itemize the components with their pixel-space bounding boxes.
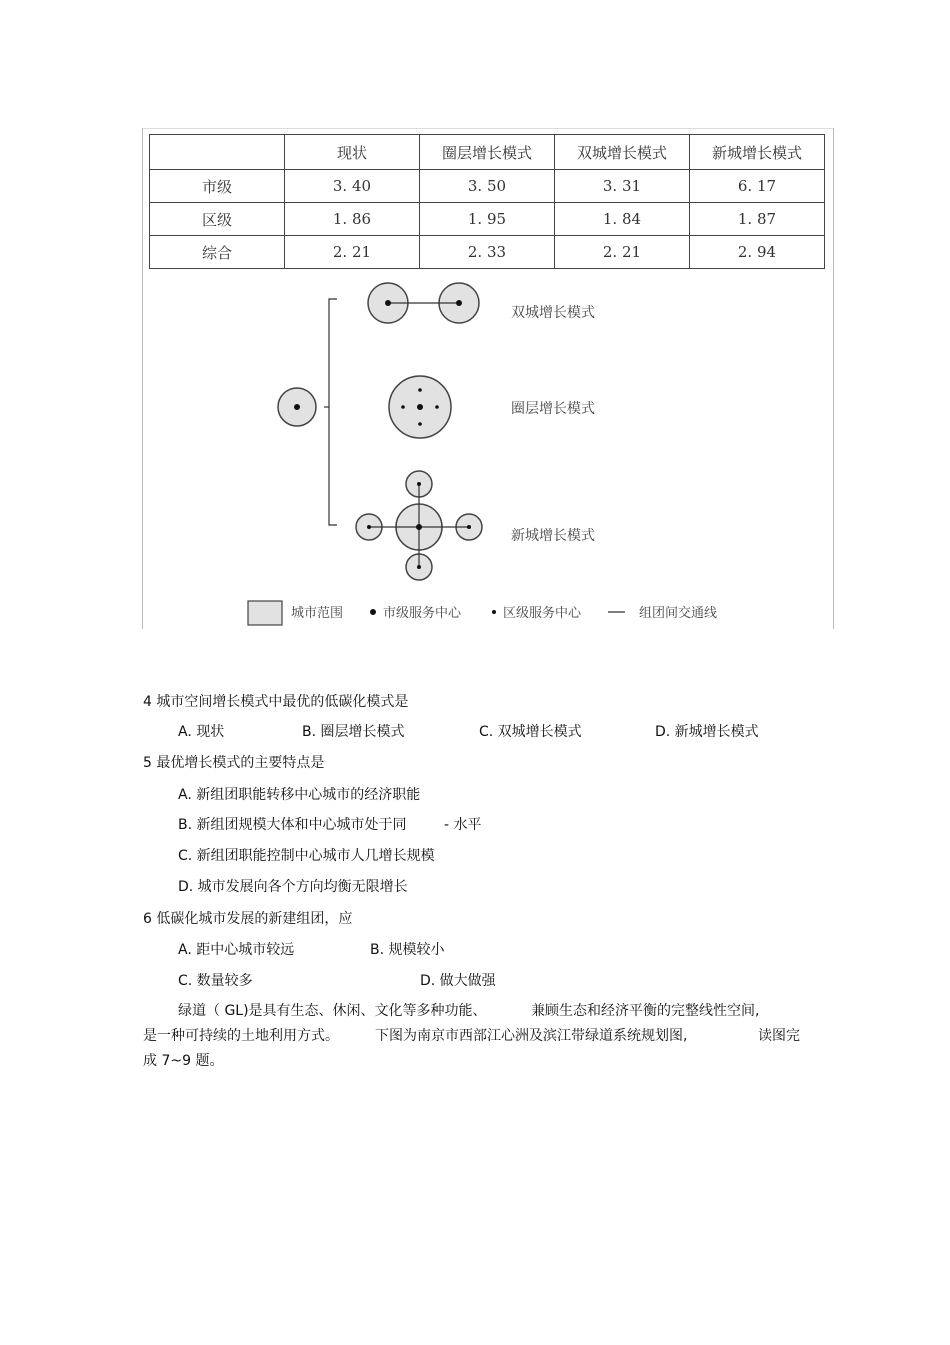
table-cell: 1. 87 (689, 203, 824, 236)
question-5-option-d: D. 城市发展向各个方向均衡无限增长 (178, 879, 408, 895)
header-cell: 圈层增长模式 (419, 135, 554, 170)
row-label: 综合 (150, 236, 285, 269)
table-header-row (150, 135, 825, 170)
table-cell: 3. 31 (554, 170, 689, 203)
table-cell: 3. 50 (419, 170, 554, 203)
growth-mode-diagram (143, 279, 833, 629)
row-label: 市级 (150, 170, 285, 203)
legend-city-range-swatch (248, 601, 282, 625)
table-cell: 1. 84 (554, 203, 689, 236)
dual-mode-label: 双城增长模式 (511, 305, 595, 321)
table-cell: 2. 21 (554, 236, 689, 269)
question-4-option-b: B. 圈层增长模式 (302, 724, 405, 740)
question-5-option-b-tail: - 水平 (444, 817, 482, 833)
district-center-dot (401, 405, 405, 409)
city-center-dot (416, 524, 422, 530)
figure (142, 128, 834, 629)
question-5-option-b: B. 新组团规模大体和中心城市处于同 (178, 817, 407, 833)
table-cell: 1. 86 (284, 203, 419, 236)
row-label: 区级 (150, 203, 285, 236)
district-center-dot (367, 525, 371, 529)
passage-line-3: 成 7~9 题。 (143, 1053, 224, 1069)
legend-city-center-dot (370, 609, 376, 615)
table-row (150, 203, 825, 236)
legend-city-center-label: 市级服务中心 (383, 606, 462, 621)
header-cell (150, 135, 285, 170)
passage-line-1a: 绿道（ GL)是具有生态、休闲、文化等多种功能、 (178, 1003, 487, 1019)
passage-line-2c: 读图完 (758, 1028, 800, 1044)
district-center-dot (418, 422, 422, 426)
question-6-option-b: B. 规模较小 (370, 942, 445, 958)
data-table (149, 134, 825, 269)
table-cell: 2. 33 (419, 236, 554, 269)
legend-district-center-dot (492, 610, 496, 614)
passage-line-2a: 是一种可持续的土地利用方式。 (143, 1028, 339, 1044)
header-cell: 新城增长模式 (689, 135, 824, 170)
passage-line-1b: 兼顾生态和经济平衡的完整线性空间, (531, 1003, 760, 1019)
table-cell: 2. 94 (689, 236, 824, 269)
legend-transit-label: 组团间交通线 (639, 606, 718, 621)
city-center-dot (294, 404, 300, 410)
district-center-dot (417, 482, 421, 486)
city-center-dot (385, 300, 391, 306)
question-5-option-c: C. 新组团职能控制中心城市人几增长规模 (178, 848, 435, 864)
district-center-dot (467, 525, 471, 529)
question-5-option-a: A. 新组团职能转移中心城市的经济职能 (178, 787, 421, 803)
header-cell: 现状 (284, 135, 419, 170)
city-center-dot (456, 300, 462, 306)
header-cell: 双城增长模式 (554, 135, 689, 170)
table-cell: 2. 21 (284, 236, 419, 269)
district-center-dot (418, 388, 422, 392)
table-row (150, 236, 825, 269)
table-cell: 6. 17 (689, 170, 824, 203)
legend-city-range-label: 城市范围 (291, 606, 344, 621)
question-4-option-c: C. 双城增长模式 (479, 724, 582, 740)
question-4-stem: 4 城市空间增长模式中最优的低碳化模式是 (143, 694, 409, 710)
question-6-option-c: C. 数量较多 (178, 973, 253, 989)
question-6-option-a: A. 距中心城市较远 (178, 942, 295, 958)
district-center-dot (417, 565, 421, 569)
newcity-mode-label: 新城增长模式 (511, 528, 595, 544)
question-6-stem: 6 低碳化城市发展的新建组团，应 (143, 911, 353, 927)
district-center-dot (435, 405, 439, 409)
table-row (150, 170, 825, 203)
question-5-stem: 5 最优增长模式的主要特点是 (143, 755, 325, 771)
question-6-option-d: D. 做大做强 (420, 973, 496, 989)
question-4-option-d: D. 新城增长模式 (655, 724, 759, 740)
passage-line-2b: 下图为南京市西部江心洲及滨江带绿道系统规划图, (375, 1028, 688, 1044)
question-4-option-a: A. 现状 (178, 724, 225, 740)
table-cell: 3. 40 (284, 170, 419, 203)
legend-district-center-label: 区级服务中心 (503, 606, 582, 621)
city-center-dot (417, 404, 423, 410)
table-cell: 1. 95 (419, 203, 554, 236)
grouping-bracket (329, 299, 337, 525)
ring-mode-label: 圈层增长模式 (511, 401, 595, 417)
